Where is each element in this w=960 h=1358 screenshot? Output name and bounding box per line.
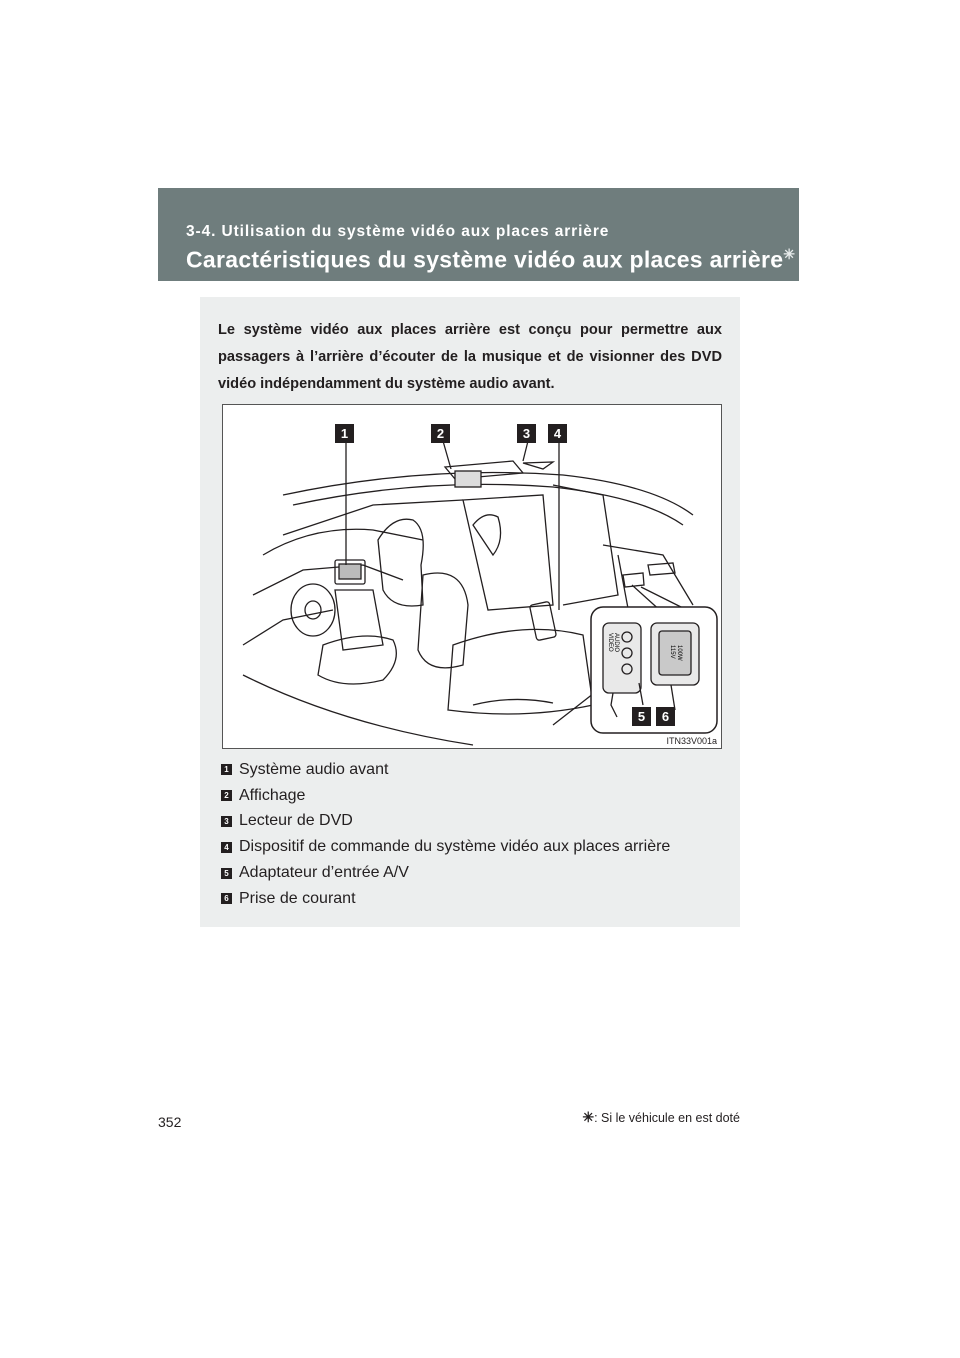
callout-1: 1 [335, 424, 354, 443]
inset-label-voltage: 115V [669, 645, 675, 659]
vehicle-interior-illustration [222, 404, 722, 749]
page-title [186, 246, 795, 274]
inset-label-video: VIDEO [607, 633, 613, 652]
asterisk-icon: ✳ [783, 246, 796, 262]
chapter-header [158, 188, 799, 281]
footnote-text: : Si le véhicule en est doté [594, 1111, 740, 1125]
legend-number: 4 [221, 842, 232, 853]
legend-label: Prise de courant [239, 889, 356, 907]
legend-number: 5 [221, 868, 232, 879]
interior-drawing [223, 405, 722, 749]
callout-6: 6 [656, 707, 675, 726]
legend-item [221, 809, 670, 835]
legend-number: 6 [221, 893, 232, 904]
legend-list [221, 757, 670, 912]
section-title: 3-4. Utilisation du système vidéo aux places arrière [186, 223, 610, 240]
legend-item [221, 783, 670, 809]
page-number: 352 [158, 1114, 182, 1130]
legend-number: 3 [221, 816, 232, 827]
legend-label: Lecteur de DVD [239, 812, 353, 830]
legend-item [221, 860, 670, 886]
callout-5: 5 [632, 707, 651, 726]
callout-4: 4 [548, 424, 567, 443]
inset-label-audio: AUDIO [613, 633, 619, 653]
legend-item [221, 834, 670, 860]
legend-label: Dispositif de commande du système vidéo aux places arrière [239, 838, 671, 856]
page-title-text: Caractéristiques du système vidéo aux places arrière [186, 246, 784, 273]
legend-item [221, 886, 670, 912]
legend-number: 2 [221, 790, 232, 801]
legend-number: 1 [221, 764, 232, 775]
callout-3: 3 [517, 424, 536, 443]
intro-paragraph: Le système vidéo aux places arrière est conçu pour permettre aux passagers à l’arrière d’écouter de la musique et de visionner des DVD vidéo indépendamment du système audio avant. [218, 322, 722, 392]
legend-item [221, 757, 670, 783]
figure-code: ITN33V001a [666, 736, 717, 746]
callout-2: 2 [431, 424, 450, 443]
legend-label: Adaptateur d’entrée A/V [239, 864, 409, 882]
inset-label-wattage: 100W [676, 645, 682, 661]
content-panel [200, 297, 740, 927]
footnote [582, 1109, 740, 1126]
legend-label: Système audio avant [239, 760, 389, 778]
asterisk-icon: ✳ [582, 1109, 595, 1125]
legend-label: Affichage [239, 786, 306, 804]
